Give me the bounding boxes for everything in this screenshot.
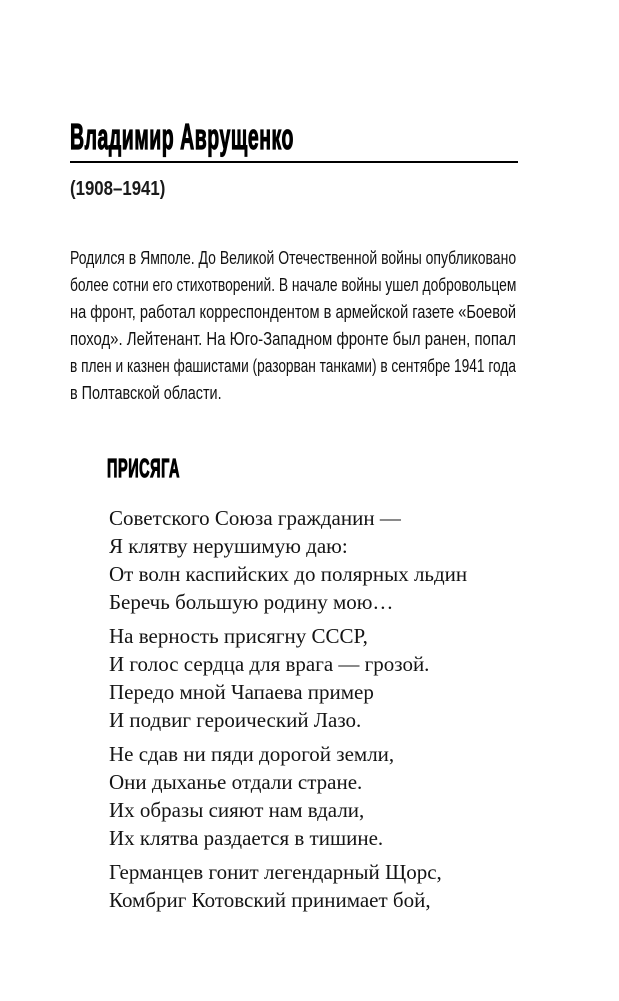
poem-line: Передо мной Чапаева пример — [109, 680, 374, 704]
poem-line: Их образы сияют нам вдали, — [109, 798, 365, 822]
stanza-1 — [109, 504, 467, 616]
poem-line: Беречь большую родину мою… — [109, 590, 394, 614]
bio-line: поход». Лейтенант. На Юго-Западном фронте был ранен, попал — [70, 329, 516, 349]
poem-line: На верность присягну СССР, — [109, 624, 368, 648]
poem-line: И подвиг героический Лазо. — [109, 708, 362, 732]
stanza-2 — [109, 622, 467, 734]
poem-line: Советского Союза гражданин — — [109, 506, 401, 530]
bio-line: более сотни его стихотворений. В начале войны ушел добровольцем — [70, 275, 517, 295]
author-life-years: (1908–1941) — [70, 178, 166, 200]
poem-line: Не сдав ни пяди дорогой земли, — [109, 742, 395, 766]
author-name-heading: Владимир Аврущенко — [70, 116, 294, 157]
poem-line: Их клятва раздается в тишине. — [109, 826, 384, 850]
bio-line: в Полтавской области. — [70, 383, 222, 403]
poem-line: От волн каспийских до полярных льдин — [109, 562, 468, 586]
bio-line: на фронт, работал корреспондентом в армейской газете «Боевой — [70, 302, 517, 322]
poem-line: Я клятву нерушимую даю: — [109, 534, 348, 558]
bio-line: Родился в Ямполе. До Великой Отечественной войны опубликовано — [70, 248, 517, 268]
poem-title: ПРИСЯГА — [107, 453, 181, 483]
bio-paragraph — [70, 245, 516, 407]
poem-line: Германцев гонит легендарный Щорс, — [109, 860, 442, 884]
stanza-3 — [109, 740, 467, 852]
bio-line: в плен и казнен фашистами (разорван танками) в сентябре 1941 года — [70, 356, 516, 376]
poem-line: Комбриг Котовский принимает бой, — [109, 888, 431, 912]
poem-body — [109, 504, 467, 920]
poem-line: И голос сердца для врага — грозой. — [109, 652, 430, 676]
poem-line: Они дыханье отдали стране. — [109, 770, 363, 794]
stanza-4 — [109, 858, 467, 914]
title-divider — [70, 161, 518, 163]
